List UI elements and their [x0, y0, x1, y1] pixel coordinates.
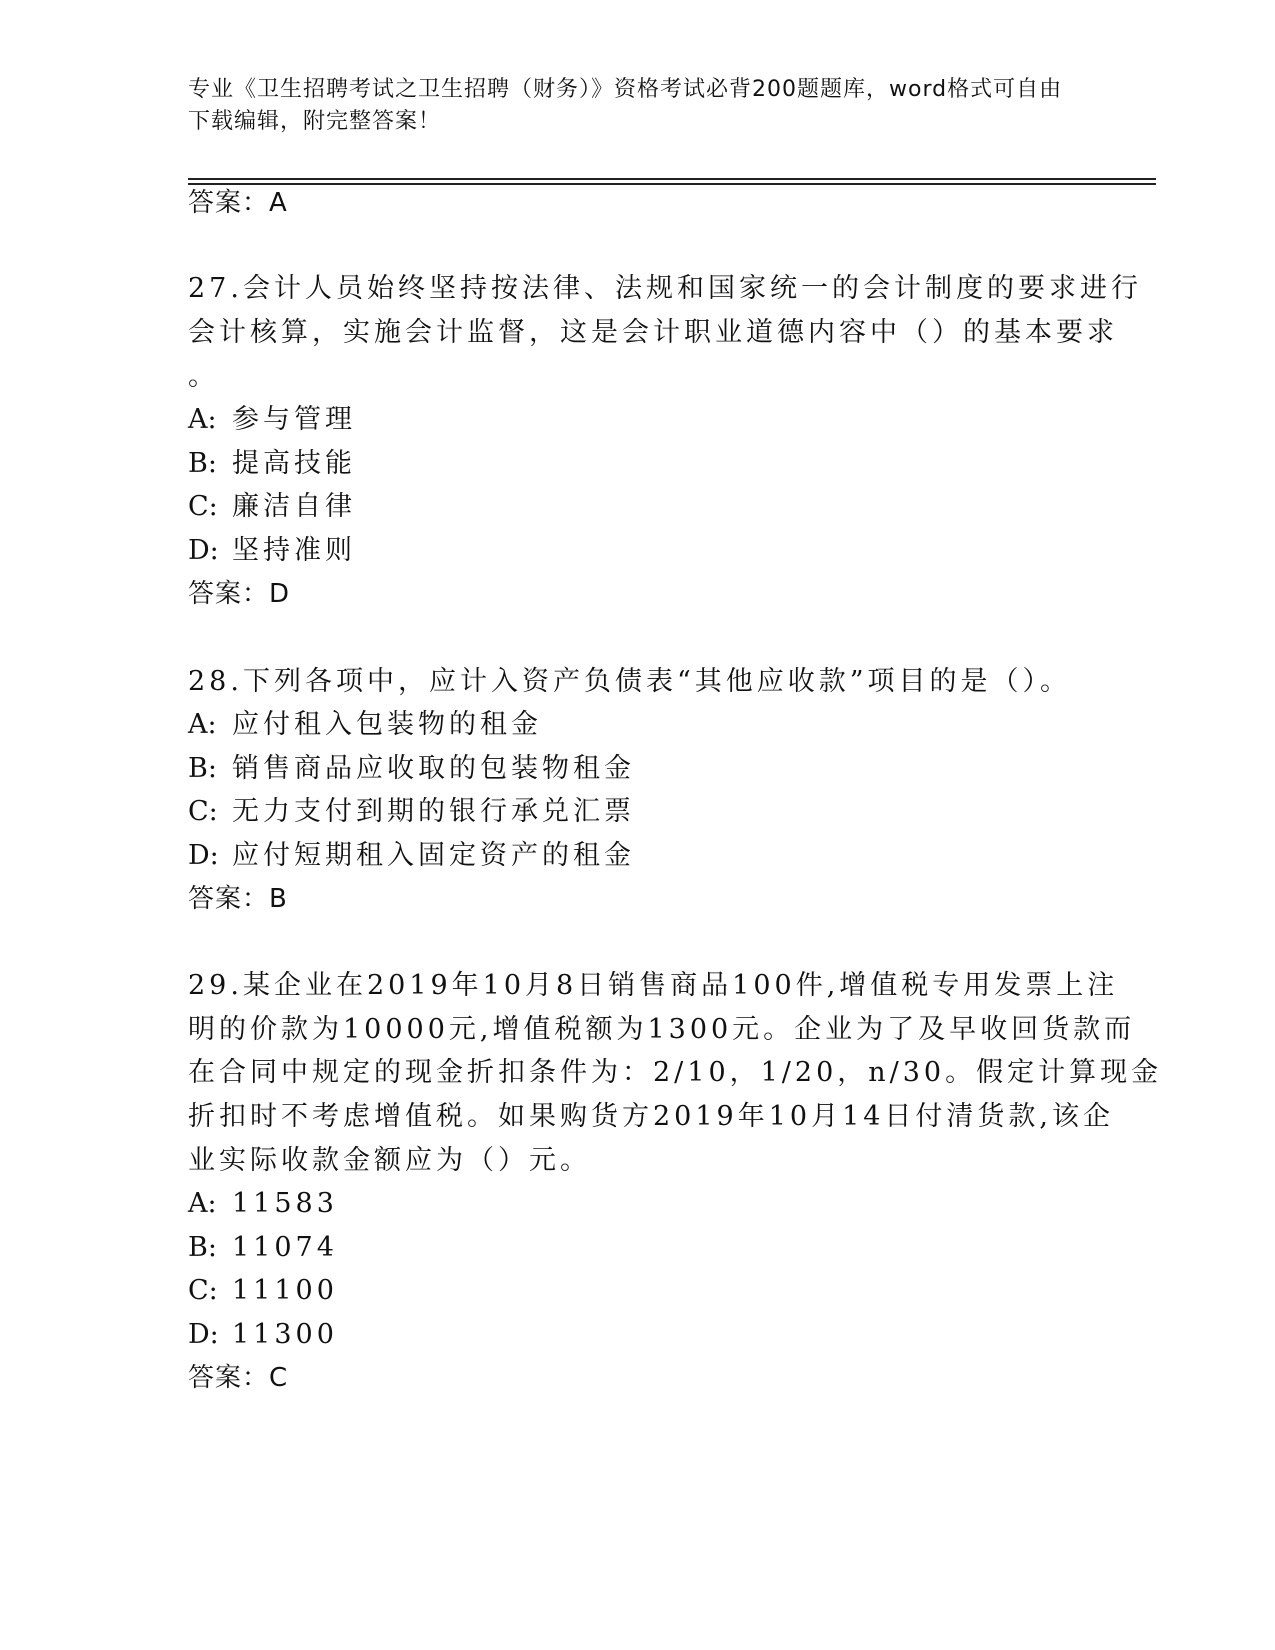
q29-line-4: 折扣时不考虑增值税。如果购货方2019年10月14日付清货款,该企 — [188, 1101, 1115, 1132]
option-text: 应付短期租入固定资产的租金 — [232, 840, 635, 871]
option-letter: A: — [188, 404, 217, 435]
q29-line-3: 在合同中规定的现金折扣条件为：2/10，1/20，n/30。假定计算现金 — [188, 1057, 1163, 1088]
option-text: 无力支付到期的银行承兑汇票 — [232, 796, 635, 827]
option-letter: C: — [188, 1275, 218, 1306]
q27-option-d — [188, 534, 356, 568]
q27-line-1: 27.会计人员始终坚持按法律、法规和国家统一的会计制度的要求进行 — [188, 273, 1142, 304]
option-text: 廉洁自律 — [232, 491, 356, 522]
option-text: 坚持准则 — [232, 535, 356, 566]
option-text: 11583 — [232, 1188, 338, 1219]
q28-option-c — [188, 795, 635, 829]
q28-answer: 答案：B — [188, 884, 288, 914]
option-letter: A: — [188, 709, 217, 740]
option-letter: B: — [188, 1232, 217, 1263]
q27-option-a — [188, 403, 356, 437]
option-text: 销售商品应收取的包装物租金 — [232, 753, 635, 784]
option-letter: D: — [188, 535, 219, 566]
header-rule-bottom — [188, 183, 1156, 185]
q28-option-d — [188, 839, 635, 873]
q27-line-2: 会计核算，实施会计监督，这是会计职业道德内容中（）的基本要求 — [188, 317, 1118, 348]
option-letter: C: — [188, 796, 218, 827]
q28-option-a — [188, 708, 542, 742]
q29-answer: 答案：C — [188, 1363, 289, 1393]
option-letter: A: — [188, 1188, 217, 1219]
q28-line-1: 28.下列各项中，应计入资产负债表“其他应收款”项目的是（）。 — [188, 666, 1072, 697]
option-text: 提高技能 — [232, 448, 356, 479]
q27-answer: 答案：D — [188, 579, 291, 609]
q29-line-2: 明的价款为10000元,增值税额为1300元。企业为了及早收回货款而 — [188, 1014, 1136, 1045]
document-header: 专业《卫生招聘考试之卫生招聘（财务）》资格考试必背200题题库，word格式可自由下载编辑，附完整答案！ — [188, 77, 1063, 134]
option-letter: B: — [188, 448, 217, 479]
option-text: 11300 — [232, 1319, 338, 1350]
q29-option-d — [188, 1318, 338, 1352]
option-text: 应付租入包装物的租金 — [232, 709, 542, 740]
q29-option-a — [188, 1187, 338, 1221]
q27-option-c — [188, 490, 356, 524]
answer-prev: 答案：A — [188, 188, 288, 218]
option-letter: B: — [188, 753, 217, 784]
option-text: 参与管理 — [232, 404, 356, 435]
option-text: 11100 — [232, 1275, 338, 1306]
q29-option-c — [188, 1274, 338, 1308]
option-letter: C: — [188, 491, 218, 522]
option-letter: D: — [188, 1319, 219, 1350]
q27-line-3: 。 — [188, 361, 219, 392]
q27-option-b — [188, 447, 356, 481]
q28-option-b — [188, 752, 635, 786]
option-text: 11074 — [232, 1232, 338, 1263]
option-letter: D: — [188, 840, 219, 871]
q29-line-1: 29.某企业在2019年10月8日销售商品100件,增值税专用发票上注 — [188, 970, 1119, 1001]
header-rule-top — [188, 178, 1156, 180]
q29-option-b — [188, 1231, 338, 1265]
q29-line-5: 业实际收款金额应为（）元。 — [188, 1145, 591, 1176]
